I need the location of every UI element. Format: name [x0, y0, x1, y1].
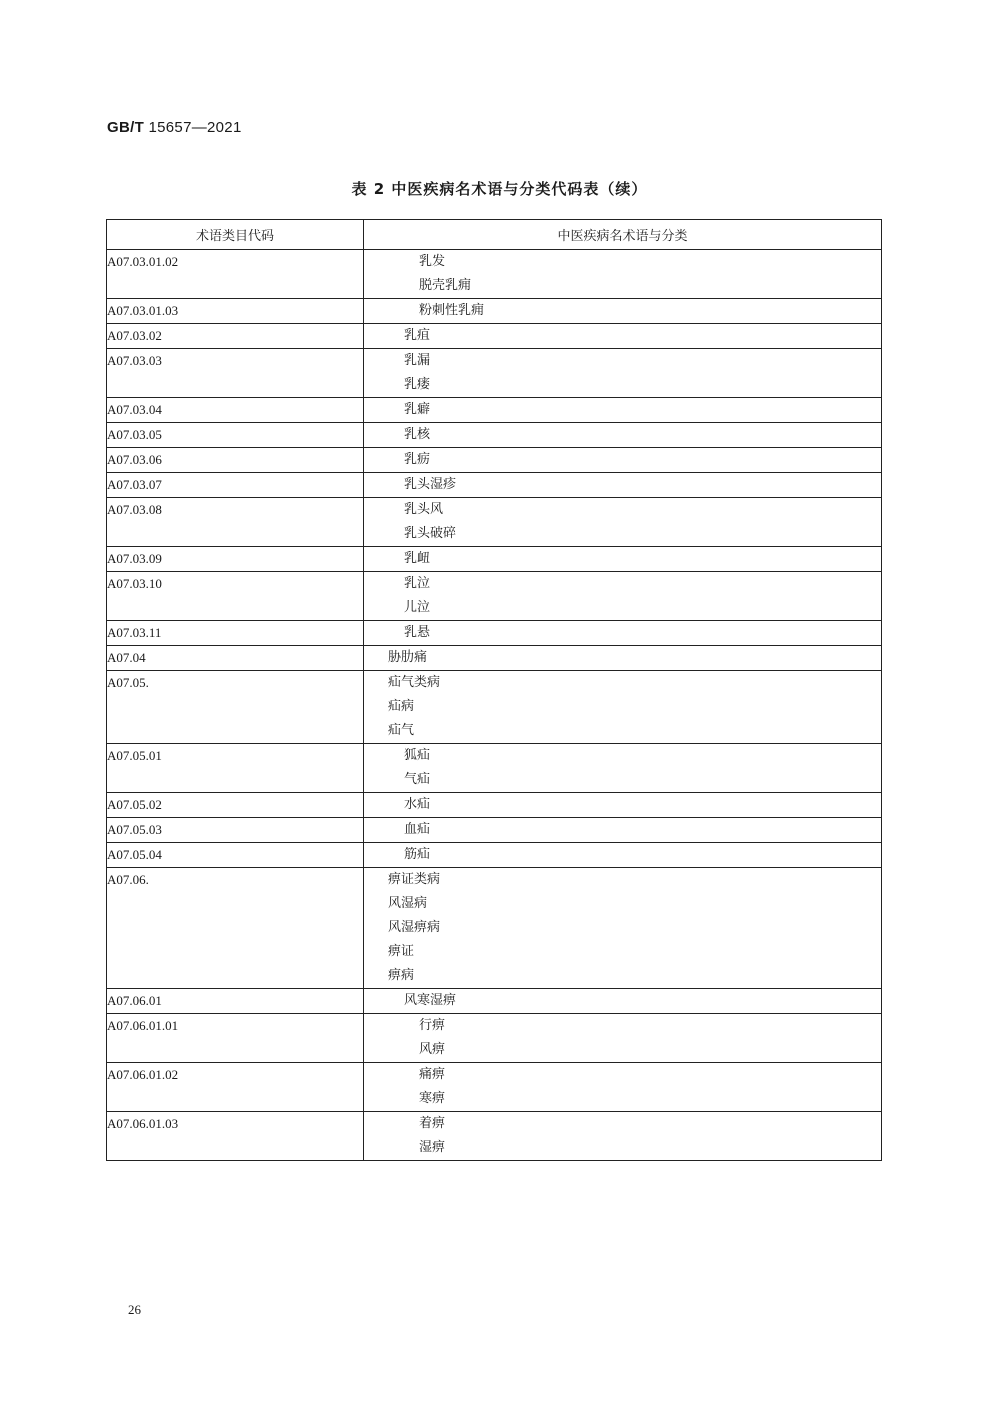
- term-name: 狐疝: [404, 748, 431, 763]
- term-name: 血疝: [404, 822, 431, 837]
- standard-number: 15657—2021: [148, 119, 242, 136]
- term-name: 乳头风: [404, 502, 444, 517]
- term-synonym: 痹病: [388, 968, 415, 983]
- table-row: [107, 646, 882, 671]
- term-cell: [364, 1063, 882, 1112]
- table-row: [107, 250, 882, 299]
- table-row: [107, 744, 882, 793]
- term-name: 乳疽: [404, 328, 431, 343]
- term-synonym: 气疝: [404, 772, 431, 787]
- term-name: 乳衄: [404, 551, 431, 566]
- table-row: [107, 498, 882, 547]
- term-name: 水疝: [404, 797, 431, 812]
- term-cell: [364, 547, 882, 572]
- term-code-table: [106, 219, 882, 1161]
- table-row: [107, 671, 882, 744]
- term-synonym: 乳瘘: [404, 377, 431, 392]
- term-code: A07.03.02: [107, 324, 364, 349]
- table-row: [107, 423, 882, 448]
- term-name: 风寒湿痹: [404, 993, 457, 1008]
- term-code: A07.03.03: [107, 349, 364, 398]
- term-code: A07.03.05: [107, 423, 364, 448]
- term-synonym: 疝气: [388, 723, 415, 738]
- term-cell: [364, 448, 882, 473]
- term-code: A07.05.03: [107, 818, 364, 843]
- table-row: [107, 349, 882, 398]
- table-row: [107, 299, 882, 324]
- term-cell: [364, 324, 882, 349]
- term-cell: [364, 473, 882, 498]
- term-name: 乳头湿疹: [404, 477, 457, 492]
- term-synonym: 湿痹: [419, 1140, 446, 1155]
- term-name: 乳核: [404, 427, 431, 442]
- term-synonym: 儿泣: [404, 600, 431, 615]
- table-row: [107, 843, 882, 868]
- term-cell: [364, 250, 882, 299]
- term-code: A07.06.01.02: [107, 1063, 364, 1112]
- table-title: 表 2 中医疾病名术语与分类代码表（续）: [351, 180, 648, 198]
- table-row: [107, 868, 882, 989]
- document-code: [107, 119, 242, 136]
- term-code: A07.03.11: [107, 621, 364, 646]
- term-cell: [364, 398, 882, 423]
- term-synonym: 痹证: [388, 944, 415, 959]
- table-row: [107, 1063, 882, 1112]
- term-name: 筋疝: [404, 847, 431, 862]
- term-synonym: 疝病: [388, 699, 415, 714]
- term-synonym: 乳头破碎: [404, 526, 457, 541]
- term-code: A07.06.01.01: [107, 1014, 364, 1063]
- term-cell: [364, 843, 882, 868]
- term-code: A07.03.01.03: [107, 299, 364, 324]
- table-row: [107, 1014, 882, 1063]
- term-cell: [364, 989, 882, 1014]
- column-header-code: 术语类目代码: [107, 220, 364, 250]
- term-name: 乳癖: [404, 402, 431, 417]
- table-row: [107, 324, 882, 349]
- term-cell: [364, 671, 882, 744]
- table-body: [107, 250, 882, 1161]
- term-cell: [364, 793, 882, 818]
- term-cell: [364, 572, 882, 621]
- table-row: [107, 818, 882, 843]
- term-name: 乳泣: [404, 576, 431, 591]
- term-cell: [364, 744, 882, 793]
- term-name: 乳漏: [404, 353, 431, 368]
- term-code: A07.03.10: [107, 572, 364, 621]
- term-synonym: 脱壳乳痈: [419, 278, 472, 293]
- term-name: 行痹: [419, 1018, 446, 1033]
- term-code: A07.06.01: [107, 989, 364, 1014]
- term-name: 粉刺性乳痈: [419, 303, 485, 318]
- table-row: [107, 547, 882, 572]
- term-cell: [364, 299, 882, 324]
- term-code: A07.03.01.02: [107, 250, 364, 299]
- term-synonym: 风湿痹病: [388, 920, 441, 935]
- term-code: A07.06.01.03: [107, 1112, 364, 1161]
- table-row: [107, 398, 882, 423]
- term-cell: [364, 349, 882, 398]
- column-header-term: 中医疾病名术语与分类: [364, 220, 882, 250]
- term-code: A07.05.04: [107, 843, 364, 868]
- table-row: [107, 989, 882, 1014]
- standard-prefix: GB/T: [107, 119, 145, 136]
- term-name: 痛痹: [419, 1067, 446, 1082]
- table-row: [107, 572, 882, 621]
- term-cell: [364, 868, 882, 989]
- term-name: 胁肋痛: [388, 650, 428, 665]
- term-name: 乳悬: [404, 625, 431, 640]
- term-code: A07.03.07: [107, 473, 364, 498]
- table-row: [107, 1112, 882, 1161]
- term-name: 着痹: [419, 1116, 446, 1131]
- term-synonym: 风痹: [419, 1042, 446, 1057]
- page-number: 26: [128, 1302, 141, 1317]
- table-row: [107, 621, 882, 646]
- term-cell: [364, 498, 882, 547]
- term-code: A07.04: [107, 646, 364, 671]
- term-cell: [364, 423, 882, 448]
- table-header-row: [107, 220, 882, 250]
- term-name: 乳发: [419, 254, 446, 269]
- term-code: A07.05.01: [107, 744, 364, 793]
- term-name: 乳疬: [404, 452, 431, 467]
- term-name: 痹证类病: [388, 872, 441, 887]
- term-synonym: 风湿病: [388, 896, 428, 911]
- term-cell: [364, 621, 882, 646]
- term-code: A07.03.08: [107, 498, 364, 547]
- term-cell: [364, 646, 882, 671]
- term-name: 疝气类病: [388, 675, 441, 690]
- term-code: A07.05.02: [107, 793, 364, 818]
- term-code: A07.03.09: [107, 547, 364, 572]
- table-row: [107, 793, 882, 818]
- term-code: A07.03.04: [107, 398, 364, 423]
- term-synonym: 寒痹: [419, 1091, 446, 1106]
- table-row: [107, 473, 882, 498]
- term-code: A07.03.06: [107, 448, 364, 473]
- term-code: A07.06.: [107, 868, 364, 989]
- term-cell: [364, 1112, 882, 1161]
- term-cell: [364, 1014, 882, 1063]
- term-cell: [364, 818, 882, 843]
- term-code: A07.05.: [107, 671, 364, 744]
- table-row: [107, 448, 882, 473]
